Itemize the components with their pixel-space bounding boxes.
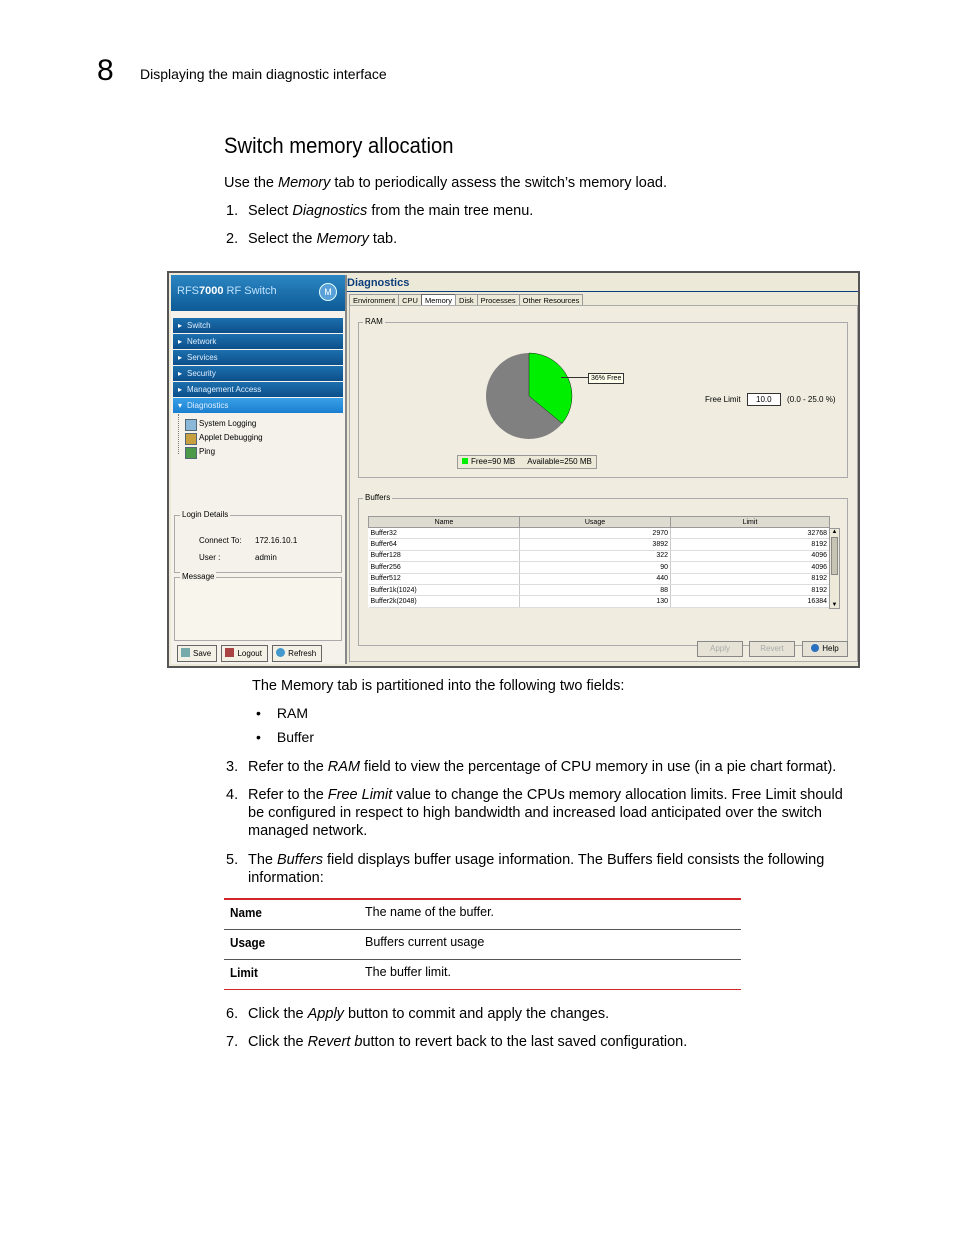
legend-available-text: Available=250 MB (527, 457, 592, 466)
step-5: 5. The Buffers field displays buffer usage information. The Buffers field consists the following information: (226, 852, 825, 886)
cell-name: Buffer128 (369, 550, 520, 561)
section-title: Switch memory allocation (224, 133, 454, 158)
product-banner: RFS7000 RF Switch M (171, 275, 345, 311)
cell-usage: 2970 (520, 528, 671, 539)
cell-usage: 3892 (520, 539, 671, 550)
buffers-group (358, 493, 848, 646)
running-title: Displaying the main diagnostic interface (140, 66, 387, 82)
cell-name: Buffer1k(1024) (369, 584, 520, 595)
cell-limit: 4096 (671, 562, 830, 573)
pie-free-label: 36% Free (588, 373, 624, 384)
definition-description: The buffer limit. (365, 965, 451, 979)
nav-management-access[interactable]: ▸ Management Access (173, 382, 343, 397)
user-value: admin (255, 553, 277, 562)
log-icon (185, 419, 197, 431)
nav-diagnostics[interactable]: ▾ Diagnostics (173, 398, 343, 413)
definition-row (224, 900, 741, 930)
bullet-ram: • RAM (256, 705, 309, 721)
revert-button[interactable]: Revert (749, 641, 795, 657)
definition-term: Limit (230, 965, 258, 980)
help-button[interactable]: Help (802, 641, 848, 657)
step-3: 3. Refer to the RAM field to view the percentage of CPU memory in use (in a pie chart format). (226, 759, 837, 775)
cell-name: Buffer32 (369, 528, 520, 539)
cell-name: Buffer256 (369, 562, 520, 573)
login-details-group (174, 510, 342, 573)
definition-term: Usage (230, 935, 266, 950)
definition-term: Name (230, 905, 262, 920)
tab-disk[interactable]: Disk (455, 294, 478, 306)
table-row[interactable] (369, 550, 830, 561)
cell-name: Buffer512 (369, 573, 520, 584)
tab-memory[interactable]: Memory (421, 294, 456, 306)
cell-limit: 8192 (671, 584, 830, 595)
nav-system-logging[interactable]: System Logging (171, 417, 345, 431)
connect-value: 172.16.10.1 (255, 536, 298, 545)
left-button-row (177, 645, 324, 662)
legend-free-text: Free=90 MB (471, 457, 516, 466)
table-row[interactable] (369, 562, 830, 573)
message-legend: Message (182, 572, 215, 581)
free-limit-input[interactable]: 10.0 (747, 393, 781, 406)
step-1: 1. Select Diagnostics from the main tree menu. (226, 203, 534, 219)
cell-usage: 88 (520, 584, 671, 595)
memory-tab-screenshot (167, 271, 860, 668)
bullet-buffer: • Buffer (256, 729, 315, 745)
buffers-legend: Buffers (365, 493, 391, 502)
cell-limit: 8192 (671, 539, 830, 550)
step-2: 2. Select the Memory tab. (226, 231, 398, 247)
logout-icon (225, 648, 234, 657)
scroll-down-arrow-icon[interactable]: ▼ (831, 602, 838, 608)
left-pane (171, 275, 347, 664)
cell-limit: 4096 (671, 550, 830, 561)
panel-title: Diagnostics (347, 277, 410, 289)
ping-arrows-icon (185, 447, 197, 459)
definition-description: Buffers current usage (365, 935, 485, 949)
cell-usage: 322 (520, 550, 671, 561)
table-row[interactable] (369, 573, 830, 584)
free-limit-range: (0.0 - 25.0 %) (787, 395, 836, 404)
login-details-legend: Login Details (182, 510, 229, 519)
tab-other-resources[interactable]: Other Resources (519, 294, 584, 306)
cell-usage: 90 (520, 562, 671, 573)
nav-security[interactable]: ▸ Security (173, 366, 343, 381)
apply-button[interactable]: Apply (697, 641, 743, 657)
nav-network[interactable]: ▸ Network (173, 334, 343, 349)
nav-switch[interactable]: ▸ Switch (173, 318, 343, 333)
memory-panel (349, 305, 858, 662)
cell-limit: 32768 (671, 528, 830, 539)
step-4: 4. Refer to the Free Limit value to change the CPUs memory allocation limits. Free Limit should be configured in respect to high bandwidth and increased load anticipated over the switch managed network. (226, 787, 843, 839)
message-group (174, 572, 342, 641)
definition-description: The name of the buffer. (365, 905, 495, 919)
connect-label: Connect To: (199, 536, 242, 545)
ram-legend: RAM (365, 317, 383, 326)
refresh-button[interactable]: Refresh (272, 645, 322, 662)
table-row[interactable] (369, 528, 830, 539)
save-button[interactable]: Save (177, 645, 217, 662)
chapter-number: 8 (97, 54, 114, 87)
refresh-icon (276, 648, 285, 657)
wrench-icon (185, 433, 197, 445)
free-limit-label: Free Limit (705, 395, 741, 404)
logout-button[interactable]: Logout (221, 645, 267, 662)
buffers-scrollbar[interactable] (829, 528, 840, 609)
right-pane (347, 275, 858, 664)
scroll-up-arrow-icon[interactable]: ▲ (831, 529, 838, 535)
pie-legend (457, 455, 597, 469)
cell-name: Buffer64 (369, 539, 520, 550)
cell-name: Buffer2k(2048) (369, 596, 520, 607)
column-header-limit[interactable]: Limit (671, 517, 830, 528)
motorola-logo-icon: M (319, 283, 337, 301)
buffers-table (368, 516, 830, 608)
table-row[interactable] (369, 539, 830, 550)
save-icon (181, 648, 190, 657)
nav-applet-debugging[interactable]: Applet Debugging (171, 431, 345, 445)
column-header-name[interactable]: Name (369, 517, 520, 528)
column-header-usage[interactable]: Usage (520, 517, 671, 528)
tab-environment[interactable]: Environment (349, 294, 399, 306)
user-label: User : (199, 553, 221, 562)
step-6: 6. Click the Apply button to commit and apply the changes. (226, 1006, 610, 1022)
cell-usage: 440 (520, 573, 671, 584)
cell-usage: 130 (520, 596, 671, 607)
free-limit-row (705, 393, 836, 406)
table-row[interactable] (369, 584, 830, 595)
tab-cpu[interactable]: CPU (398, 294, 422, 306)
cell-limit: 16384 (671, 596, 830, 607)
cell-limit: 8192 (671, 573, 830, 584)
partition-text: The Memory tab is partitioned into the following two fields: (252, 678, 625, 694)
ram-pie-chart (484, 351, 574, 441)
step-7: 7. Click the Revert button to revert back to the last saved configuration. (226, 1034, 688, 1050)
ram-group (358, 317, 848, 478)
nav-services[interactable]: ▸ Services (173, 350, 343, 365)
scroll-thumb[interactable] (831, 537, 838, 575)
intro-paragraph: Use the Memory tab to periodically assess the switch’s memory load. (224, 175, 667, 191)
buffers-definition-table (224, 898, 741, 990)
legend-free-swatch (462, 458, 468, 464)
definition-row (224, 960, 741, 990)
table-row[interactable] (369, 596, 830, 607)
help-icon (811, 644, 819, 652)
tab-processes[interactable]: Processes (477, 294, 520, 306)
definition-row (224, 930, 741, 960)
nav-ping[interactable]: Ping (171, 445, 345, 459)
